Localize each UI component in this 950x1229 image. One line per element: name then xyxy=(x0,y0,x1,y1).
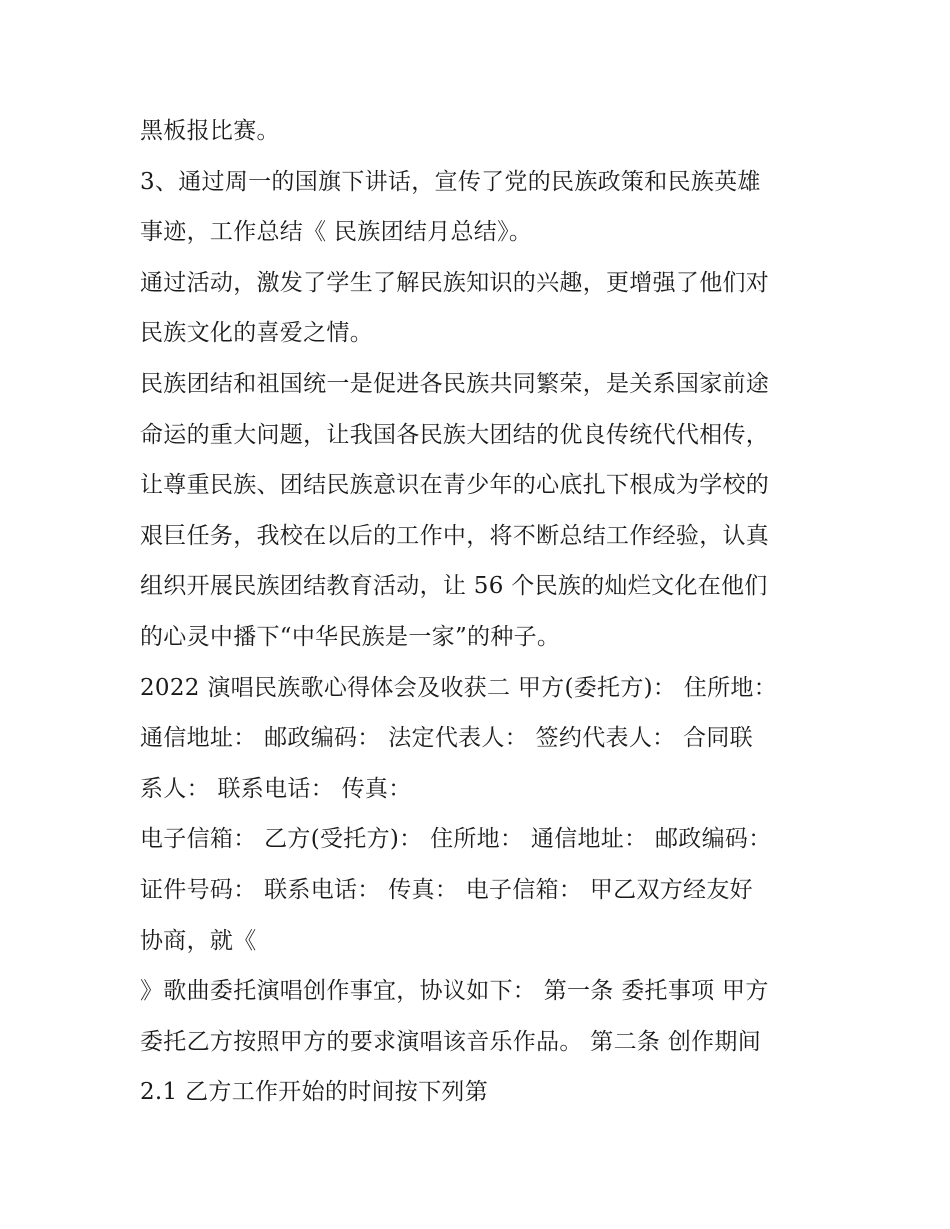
text-line: 2.1 乙方工作开始的时间按下列第 xyxy=(140,1079,488,1106)
text-line: 的心灵中播下“中华民族是一家”的种子。 xyxy=(140,623,561,650)
text-line: 让尊重民族、团结民族意识在青少年的心底扎下根成为学校的 xyxy=(140,472,770,499)
text-line: 艰巨任务，我校在以后的工作中，将不断总结工作经验，认真 xyxy=(140,522,770,549)
text-line: 协商，就《 xyxy=(140,927,257,954)
document-body xyxy=(140,106,830,1118)
text-line: 证件号码： 联系电话： 传真： 电子信箱： 甲乙双方经友好 xyxy=(140,876,753,903)
text-line: 通信地址： 邮政编码： 法定代表人： 签约代表人： 合同联 xyxy=(140,725,753,752)
text-line: 黑板报比赛。 xyxy=(140,118,280,144)
text-line: 2022 演唱民族歌心得体会及收获二 甲方(委托方)： 住所地： xyxy=(140,674,778,701)
text-line: 系人： 联系电话： 传真： xyxy=(140,775,412,802)
text-line: 3、通过周一的国旗下讲话，宣传了党的民族政策和民族英雄 xyxy=(140,168,761,195)
text-line: 命运的重大问题，让我国各民族大团结的优良传统代代相传， xyxy=(140,421,770,448)
text-line: 通过活动，激发了学生了解民族知识的兴趣，更增强了他们对 xyxy=(140,269,770,296)
text-line: 民族团结和祖国统一是促进各民族共同繁荣，是关系国家前途 xyxy=(140,370,770,397)
text-line: 事迹，工作总结《 民族团结月总结》。 xyxy=(140,219,533,246)
text-line: 民族文化的喜爱之情。 xyxy=(140,320,373,347)
text-line: 电子信箱： 乙方(受托方)： 住所地： 通信地址： 邮政编码： xyxy=(140,826,772,853)
text-line: 》歌曲委托演唱创作事宜，协议如下： 第一条 委托事项 甲方 xyxy=(140,978,769,1005)
text-line: 委托乙方按照甲方的要求演唱该音乐作品。 第二条 创作期间 xyxy=(140,1028,762,1055)
text-line: 组织开展民族团结教育活动，让 56 个民族的灿烂文化在他们 xyxy=(140,573,768,600)
